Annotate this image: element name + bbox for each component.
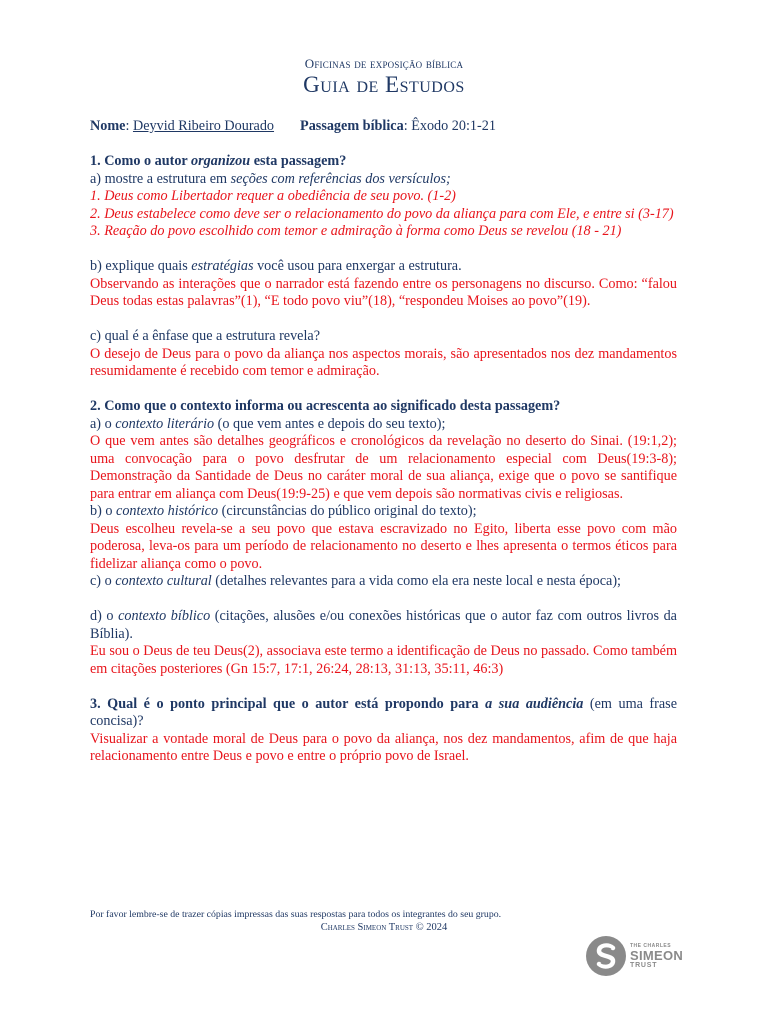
passage-value: Êxodo 20:1-21 <box>411 118 496 134</box>
question-1-heading: 1. Como o autor organizou esta passagem? <box>90 153 347 169</box>
answer-1b: Observando as interações que o narrador está fazendo entre os personagens no discurso. Como: “falou Deus todas estas palavras”(1), “E todo povo viu”(18), “respondeu Moises ao povo”(19). <box>90 275 677 309</box>
question-1b-prompt: b) explique quais estratégias você usou para enxergar a estrutura. <box>90 258 462 274</box>
question-1a-prompt: a) mostre a estrutura em seções com referências dos versículos; <box>90 170 451 187</box>
answer-1a-item: 2. Deus estabelece como deve ser o relacionamento do povo da aliança para com Ele, e entre si (3-17) <box>90 205 674 222</box>
footer-credit: Charles Simeon Trust © 2024 <box>320 922 448 933</box>
question-2d-prompt: d) o contexto bíblico (citações, alusões e/ou conexões históricas que o autor faz com outros livros da Bíblia). <box>90 608 677 642</box>
question-3-heading: 3. Qual é o ponto principal que o autor está propondo para a sua audiência (em uma frase concisa)? <box>90 695 677 729</box>
passage-label: Passagem bíblica <box>300 118 404 134</box>
answer-1a-item: 1. Deus como Libertador requer a obediência de seu povo. (1-2) <box>90 188 456 204</box>
answer-2b: Deus escolheu revela-se a seu povo que estava escravizado no Egito, liberta esse povo com mão poderosa, leva-os para um período de relacionamento no deserto e lhes apresenta o termos éticos para fidelizar aliança como o povo. <box>90 520 677 572</box>
simeon-trust-logo <box>586 934 682 978</box>
logo-big-text: SIMEON <box>630 947 684 963</box>
answer-1a-item: 3. Reação do povo escolhido com temor e admiração à forma como Deus se revelou (18 - 21) <box>90 223 622 239</box>
question-2b-prompt: b) o contexto histórico (circunstâncias do público original do texto); <box>90 503 477 519</box>
header-subtitle: Oficinas de exposição bíblica <box>304 56 464 71</box>
answer-2d: Eu sou o Deus de teu Deus(2), associava este termo a identificação de Deus no passado. Como também em citações posteriores (Gn 15:7, 17:1, 26:24, 28:13, 31:13, 35:11, 46:3) <box>90 643 677 677</box>
name-label: Nome <box>90 118 126 134</box>
question-1c-prompt: c) qual é a ênfase que a estrutura revela? <box>90 328 321 344</box>
answer-3: Visualizar a vontade moral de Deus para o povo da aliança, nos dez mandamentos, afim de que haja relacionamento entre Deus e povo e entre o próprio povo de Israel. <box>90 730 677 764</box>
question-2a-prompt: a) o contexto literário (o que vem antes e depois do seu texto); <box>90 415 446 432</box>
simeon-trust-s-seal-icon <box>586 936 626 976</box>
name-value: Deyvid Ribeiro Dourado <box>132 118 275 134</box>
logo-trust-text: TRUST <box>630 961 658 969</box>
answer-1c: O desejo de Deus para o povo da aliança nos aspectos morais, são apresentados nos dez mandamentos resumidamente é recebido com temor e admiração. <box>90 345 677 379</box>
student-info-line: Nome: Deyvid Ribeiro Dourado Passagem bíblica: Êxodo 20:1-21 <box>90 118 496 134</box>
study-guide-content <box>90 118 677 766</box>
logo-wordmark <box>630 944 683 969</box>
question-2-heading: 2. Como que o contexto informa ou acrescenta ao significado desta passagem? <box>90 398 561 414</box>
answer-2a: O que vem antes são detalhes geográficos e cronológicos da revelação no deserto do Sinai. (19:1,2); uma convocação para o povo desfrutar de um relacionamento especial com Deus(19:3-8); Demonstração da Santidade de Deus no caráter moral de sua aliança, exige que o povo se santifique para entrar em aliança com Deus(19:9-25) e que vem depois são normativas civis e religiosas. <box>90 433 677 502</box>
footer-note: Por favor lembre-se de trazer cópias impressas das suas respostas para todos os integrantes do seu grupo. <box>90 909 502 920</box>
logo-small-text: THE CHARLES <box>630 942 672 949</box>
question-2c-prompt: c) o contexto cultural (detalhes relevantes para a vida como ela era neste local e nesta época); <box>90 573 621 589</box>
page-title: Guia de Estudos <box>303 72 465 97</box>
